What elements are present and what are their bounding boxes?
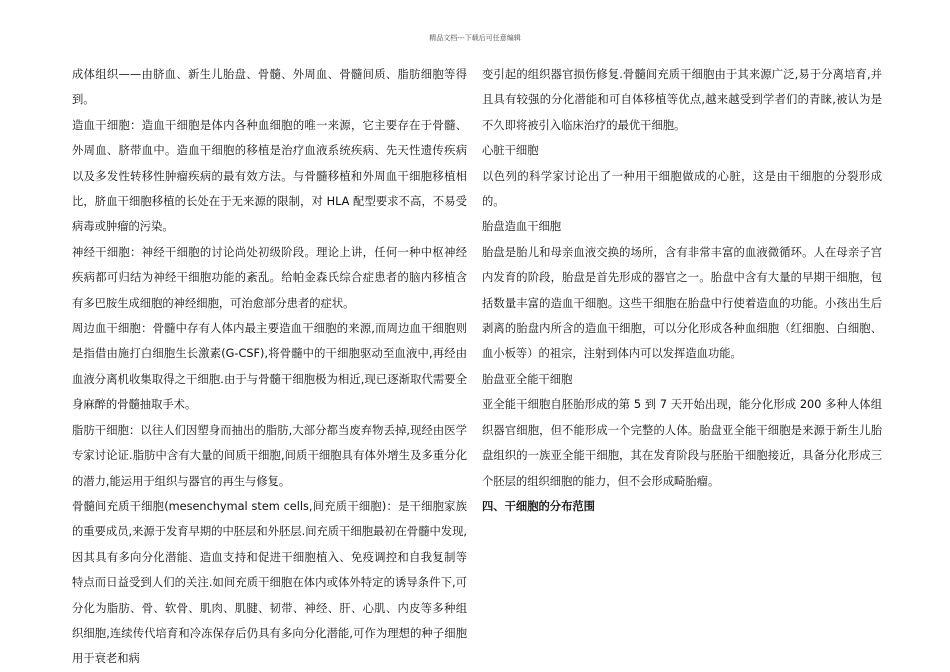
page-header: 精品文档---下载后可任意编辑 — [429, 34, 521, 42]
paragraph-hematopoietic-stem-cells: 造血干细胞：造血干细胞是体内各种血细胞的唯一来源，它主要存在于骨髓、外周血、脐带血中。造血干细胞的移植是治疗血液系统疾病、先天性遗传疾病以及多发性转移性肿瘤疾病的最有效方法。与骨髓移植和外周血干细胞移植相比，脐血干细胞移植的长处在于无来源的限制，对 HLA 配型要求不高，不易受病毒或肿瘤的污染。 — [72, 118, 467, 234]
right-column — [482, 62, 882, 519]
paragraph-adult-tissue: 成体组织——由脐血、新生儿胎盘、骨髓、外周血、骨髓间质、脂肪细胞等得到。 — [72, 68, 467, 107]
section-heading-distribution: 四、干细胞的分布范围 — [482, 499, 595, 513]
left-column — [72, 62, 467, 672]
heading-placental-hematopoietic: 胎盘造血干细胞 — [482, 220, 562, 234]
heading-placental-subtotipotent: 胎盘亚全能干细胞 — [482, 372, 573, 386]
paragraph-neural-stem-cells: 神经干细胞：神经干细胞的讨论尚处初级阶段。理论上讲，任何一种中枢神经疾病都可归结为神经干细胞功能的紊乱。给帕金森氏综合症患者的脑内移植含有多巴胺生成细胞的神经细胞，可治愈部分患者的症状。 — [72, 245, 467, 310]
paragraph-placental-hematopoietic: 胎盘是胎儿和母亲血液交换的场所，含有非常丰富的血液微循环。人在母亲子宫内发育的阶段，胎盘是首先形成的器官之一。胎盘中含有大量的早期干细胞，包括数量丰富的造血干细胞。这些干细胞在胎盘中行使着造血的功能。小孩出生后剥离的胎盘内所含的造血干细胞，可以分化形成各种血细胞（红细胞、白细胞、血小板等）的祖宗，注射到体内可以发挥造血功能。 — [482, 245, 882, 361]
paragraph-mesenchymal-continued: 变引起的组织器官损伤修复.骨髓间充质干细胞由于其来源广泛,易于分离培育,并且具有较强的分化潜能和可自体移植等优点,越来越受到学者们的青睐,被认为是不久即将被引入临床治疗的最优干细胞。 — [482, 68, 882, 132]
paragraph-mesenchymal-stem-cells: 骨髓间充质干细胞(mesenchymal stem cells,间充质干细胞)：是干细胞家族的重要成员,来源于发育早期的中胚层和外胚层.间充质干细胞最初在骨髓中发现,因其具有多向分化潜能、造血支持和促进干细胞植入、免疫调控和自我复制等特点而日益受到人们的关注.如间充质干细胞在体内或体外特定的诱导条件下,可分化为脂肪、骨、软骨、肌肉、肌腱、韧带、神经、肝、心肌、内皮等多种组织细胞,连续传代培育和冷冻保存后仍具有多向分化潜能,可作为理想的种子细胞用于衰老和病 — [72, 499, 467, 666]
paragraph-adipose-stem-cells: 脂肪干细胞：以往人们因塑身而抽出的脂肪,大部分都当废弃物丢掉,现经由医学专家讨论证.脂肪中含有大量的间质干细胞,间质干细胞具有体外增生及多重分化的潜力,能运用于组织与器官的再生与修复。 — [72, 423, 467, 488]
heading-cardiac-stem-cells: 心脏干细胞 — [482, 144, 539, 158]
paragraph-placental-subtotipotent: 亚全能干细胞自胚胎形成的第 5 到 7 天开始出现，能分化形成 200 多种人体组织器官细胞，但不能形成一个完整的人体。胎盘亚全能干细胞是来源于新生儿胎盘组织的一族亚全能干细胞，其在发育阶段与胚胎干细胞接近，具备分化形成三个胚层的组织细胞的能力，但不会形成畸胎瘤。 — [482, 398, 882, 488]
paragraph-cardiac-stem-cells: 以色列的科学家讨论出了一种用干细胞做成的心脏，这是由干细胞的分裂形成的。 — [482, 169, 882, 209]
paragraph-peripheral-blood-stem-cells: 周边血干细胞：骨髓中存有人体内最主要造血干细胞的来源,而周边血干细胞则是指借由施打白细胞生长激素(G-CSF),将骨髓中的干细胞驱动至血液中,再经由血液分离机收集取得之干细胞.由于与骨髓干细胞极为相近,现已逐渐取代需要全身麻醉的骨髓抽取手术。 — [72, 322, 467, 412]
